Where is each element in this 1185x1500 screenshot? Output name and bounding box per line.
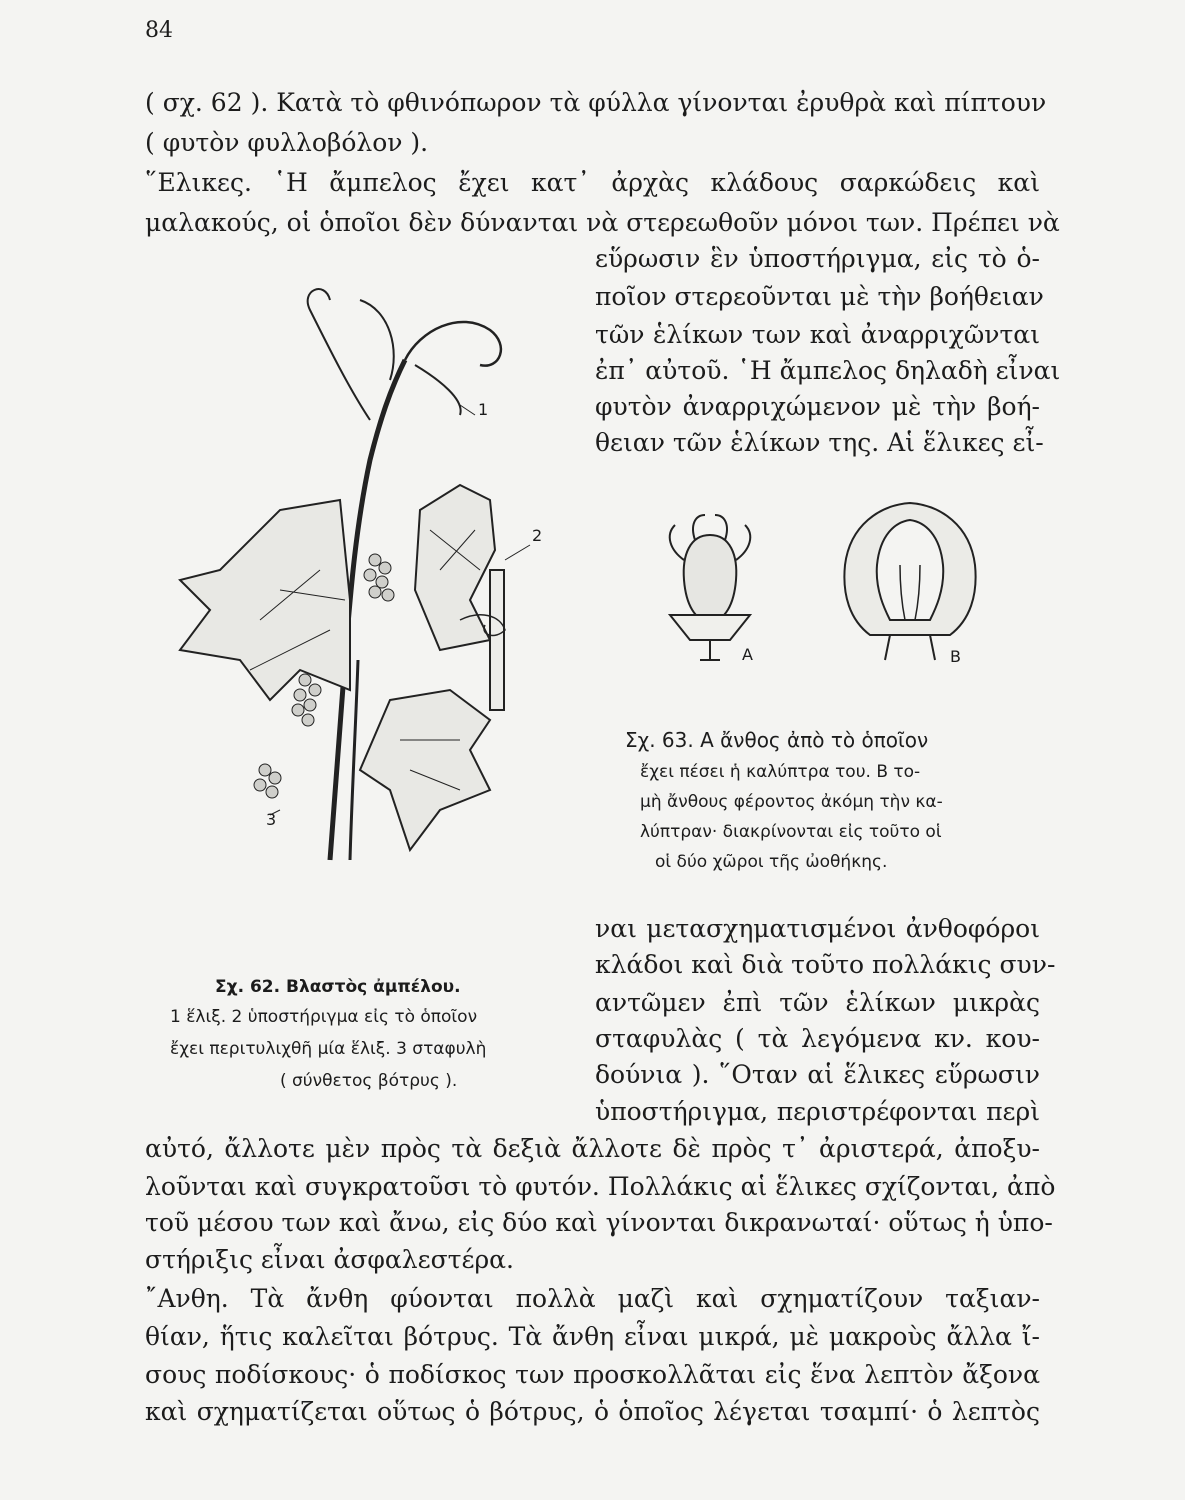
text-line: αντῶμεν ἐπὶ τῶν ἑλίκων μικρὰς (595, 988, 1040, 1017)
text-line: ῎Ανθη. Τὰ ἄνθη φύονται πολλὰ μαζὶ καὶ σχηματίζουν ταξιαν- (145, 1284, 1040, 1313)
text-line: θίαν, ἥτις καλεῖται βότρυς. Τὰ ἄνθη εἶναι μικρά, μὲ μακροὺς ἄλλα ἴ- (145, 1322, 1040, 1351)
text-line: φυτὸν ἀναρριχώμενον μὲ τὴν βοή- (595, 392, 1040, 421)
figure-label-b: B (950, 647, 961, 666)
figure-63-caption-line: μὴ ἄνθους φέροντος ἀκόμη τὴν κα- (640, 792, 943, 812)
text-line: ποῖον στερεοῦνται μὲ τὴν βοήθειαν (595, 282, 1044, 311)
figure-63-caption-line: Σχ. 63. Α ἄνθος ἀπὸ τὸ ὁποῖον (625, 728, 929, 752)
text-line: ὑποστήριγμα, περιστρέφονται περὶ (595, 1097, 1040, 1126)
text-line: σταφυλὰς ( τὰ λεγόμενα κν. κου- (595, 1024, 1040, 1053)
figure-63-caption-line: λύπτραν· διακρίνονται εἰς τοῦτο οἱ (640, 822, 942, 842)
figure-63-caption-line: ἔχει πέσει ἡ καλύπτρα του. Β το- (640, 762, 921, 782)
figure-label-2: 2 (532, 526, 543, 545)
figure-62-caption-line: ἔχει περιτυλιχθῆ μία ἕλιξ. 3 σταφυλὴ (170, 1039, 487, 1059)
text-line: θειαν τῶν ἑλίκων της. Αἱ ἕλικες εἶ- (595, 428, 1044, 457)
text-line: μαλακούς, οἱ ὁποῖοι δὲν δύνανται νὰ στερεωθοῦν μόνοι των. Πρέπει νὰ (145, 208, 1060, 237)
text-line: καὶ σχηματίζεται οὕτως ὁ βότρυς, ὁ ὁποῖος λέγεται τσαμπί· ὁ λεπτὸς (145, 1397, 1040, 1426)
text-line: αὐτό, ἄλλοτε μὲν πρὸς τὰ δεξιὰ ἄλλοτε δὲ πρὸς τ᾿ ἀριστερά, ἀποξυ- (145, 1134, 1040, 1163)
text-line: ( σχ. 62 ). Κατὰ τὸ φθινόπωρον τὰ φύλλα γίνονται ἐρυθρὰ καὶ πίπτουν (145, 88, 1047, 117)
figure-label-1: 1 (478, 400, 489, 419)
text-line: εὕρωσιν ἓν ὑποστήριγμα, εἰς τὸ ὁ- (595, 244, 1040, 273)
flower-illustration-a (650, 505, 770, 665)
figure-63-caption-line: οἱ δύο χῶροι τῆς ὠοθήκης. (655, 852, 888, 872)
text-line: στήριξις εἶναι ἀσφαλεστέρα. (145, 1245, 514, 1274)
text-line: ῞Ελικες. ῾Η ἄμπελος ἔχει κατ᾿ ἀρχὰς κλάδους σαρκώδεις καὶ (145, 168, 1040, 197)
grapevine-shoot-illustration (160, 270, 580, 890)
text-line: σους ποδίσκους· ὁ ποδίσκος των προσκολλᾶται εἰς ἕνα λεπτὸν ἄξονα (145, 1360, 1040, 1389)
text-line: ( φυτὸν φυλλοβόλον ). (145, 128, 429, 157)
figure-62-caption-line: ( σύνθετος βότρυς ). (280, 1071, 458, 1091)
text-line: τοῦ μέσου των καὶ ἄνω, εἰς δύο καὶ γίνονται δικρανωταί· οὕτως ἡ ὑπο- (145, 1208, 1053, 1237)
figure-62-caption-line: 1 ἕλιξ. 2 ὑποστήριγμα εἰς τὸ ὁποῖον (170, 1007, 478, 1027)
page-number: 84 (145, 18, 173, 43)
text-line: κλάδοι καὶ διὰ τοῦτο πολλάκις συν- (595, 950, 1056, 979)
flower-section-illustration-b (830, 495, 990, 665)
text-line: τῶν ἑλίκων των καὶ ἀναρριχῶνται (595, 320, 1040, 349)
figure-62-caption-title: Σχ. 62. Βλαστὸς ἀμπέλου. (215, 977, 461, 997)
text-line: ναι μετασχηματισμένοι ἀνθοφόροι (595, 914, 1040, 943)
text-line: δούνια ). ῞Οταν αἱ ἕλικες εὕρωσιν (595, 1060, 1040, 1089)
figure-label-3: 3 (266, 810, 277, 829)
figure-label-a: A (742, 645, 753, 664)
text-line: λοῦνται καὶ συγκρατοῦσι τὸ φυτόν. Πολλάκις αἱ ἕλικες σχίζονται, ἀπὸ (145, 1172, 1056, 1201)
text-line: ἐπ᾿ αὐτοῦ. ῾Η ἄμπελος δηλαδὴ εἶναι (595, 356, 1061, 385)
